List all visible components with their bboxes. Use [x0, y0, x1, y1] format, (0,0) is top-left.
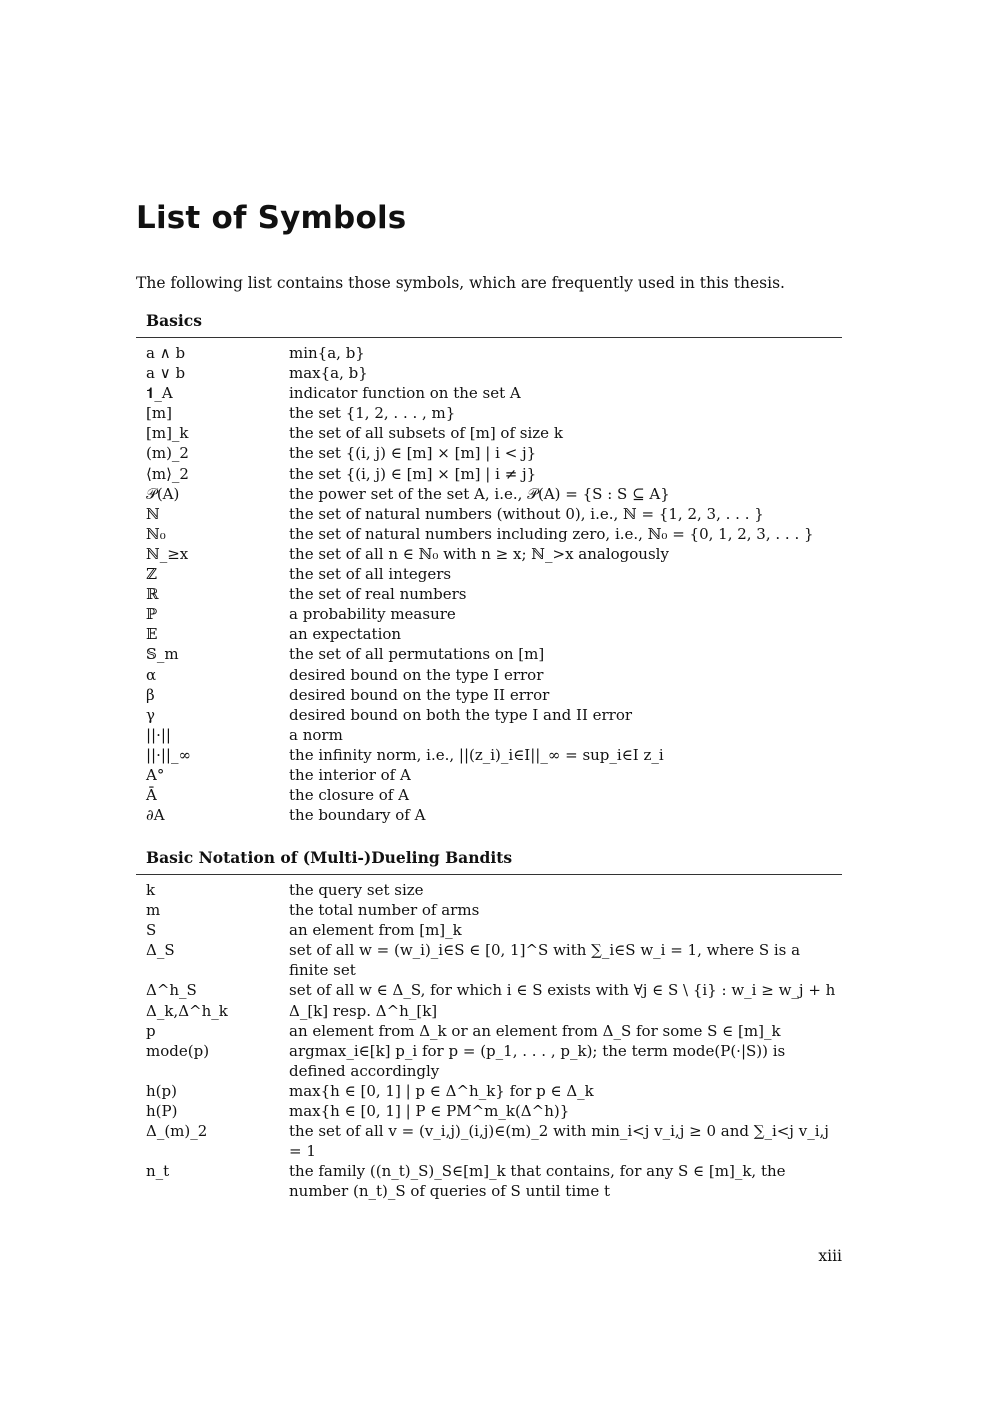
- symbol-row: [136, 524, 842, 544]
- symbol-row: [136, 1021, 842, 1041]
- symbol-row: [136, 1041, 842, 1081]
- symbol-row: [136, 1081, 842, 1101]
- symbol: h(P): [146, 1102, 178, 1121]
- symbol-meaning: Δ_[k] resp. Δ^h_[k]: [289, 1001, 438, 1020]
- symbol-meaning: an expectation: [289, 625, 402, 644]
- symbol-row: [136, 1101, 842, 1121]
- page-number: xiii: [818, 1247, 842, 1265]
- symbol-row: [136, 1001, 842, 1021]
- symbol: S: [146, 921, 157, 940]
- symbol-meaning: the set of all subsets of [m] of size k: [289, 424, 563, 443]
- symbol-meaning: the set of all n ∈ ℕ₀ with n ≥ x; ℕ_>x analogously: [289, 544, 669, 563]
- symbol-meaning: the set of all integers: [289, 565, 452, 584]
- section-heading: Basics: [146, 311, 202, 330]
- symbol-meaning: the total number of arms: [289, 901, 480, 920]
- symbol-row: [136, 940, 842, 980]
- symbol-row: [136, 665, 842, 685]
- symbol-meaning: an element from [m]_k: [289, 921, 462, 940]
- symbol-row: [136, 725, 842, 745]
- symbol-meaning: the interior of A: [289, 765, 411, 784]
- symbol-meaning: the infinity norm, i.e., ||(z_i)_i∈I||_∞ = sup_i∈I z_i: [289, 745, 664, 764]
- symbol-row: [136, 980, 842, 1000]
- section-heading: Basic Notation of (Multi-)Dueling Bandits: [146, 848, 513, 867]
- symbol-row: [136, 705, 842, 725]
- symbol-row: [136, 880, 842, 900]
- symbol-row: [136, 624, 842, 644]
- symbol: n_t: [146, 1162, 170, 1181]
- symbol-meaning: an element from Δ_k or an element from Δ_S for some S ∈ [m]_k: [289, 1021, 781, 1040]
- symbol-meaning: a probability measure: [289, 605, 456, 624]
- symbol-meaning: max{h ∈ [0, 1] | p ∈ Δ^h_k} for p ∈ Δ_k: [289, 1081, 594, 1100]
- symbol: β: [146, 685, 155, 704]
- symbol: a ∨ b: [146, 364, 186, 383]
- symbol-meaning: the set of natural numbers (without 0), i.e., ℕ = {1, 2, 3, . . . }: [289, 504, 764, 523]
- symbol-meaning: min{a, b}: [289, 344, 365, 362]
- symbol-meaning: desired bound on both the type I and II error: [289, 705, 633, 724]
- symbol-meaning: argmax_i∈[k] p_i for p = (p_1, . . . , p_k); the term mode(P(·|S)) is defined accordingly: [289, 1041, 786, 1080]
- symbol: ℝ: [146, 585, 159, 604]
- symbol-row: [136, 443, 842, 463]
- symbol: α: [146, 665, 157, 684]
- symbol-row: [136, 900, 842, 920]
- symbol-meaning: the family ((n_t)_S)_S∈[m]_k that contains, for any S ∈ [m]_k, the number (n_t)_S of queries of S until time t: [289, 1162, 786, 1201]
- symbol: ℕ: [146, 504, 160, 523]
- symbol: h(p): [146, 1081, 177, 1100]
- symbol-row: [136, 363, 842, 383]
- symbol-row: [136, 1121, 842, 1161]
- symbol: ℤ: [146, 565, 157, 584]
- section-dueling-bandits: [136, 848, 842, 1202]
- symbol: ||·||: [146, 725, 171, 744]
- symbol-row: [136, 484, 842, 504]
- symbol-meaning: the set of real numbers: [289, 585, 467, 604]
- section-rule: [136, 874, 842, 875]
- symbol: γ: [146, 705, 155, 724]
- symbol: [m]_k: [146, 424, 189, 443]
- symbol-list: [136, 880, 842, 1202]
- symbol: (m)_2: [146, 444, 189, 463]
- symbol: [m]: [146, 404, 172, 423]
- symbol-row: [136, 785, 842, 805]
- symbol-meaning: desired bound on the type II error: [289, 685, 550, 704]
- intro-paragraph: The following list contains those symbols, which are frequently used in this thesis.: [136, 274, 785, 292]
- symbol-meaning: the set of natural numbers including zero, i.e., ℕ₀ = {0, 1, 2, 3, . . . }: [289, 524, 814, 543]
- symbol-row: [136, 584, 842, 604]
- symbol-meaning: the set of all v = (v_i,j)_(i,j)∈(m)_2 with min_i<j v_i,j ≥ 0 and ∑_i<j v_i,j = 1: [289, 1122, 829, 1161]
- symbol-row: [136, 343, 842, 363]
- symbol-meaning: the set {(i, j) ∈ [m] × [m] | i < j}: [289, 444, 537, 463]
- symbol-meaning: the power set of the set A, i.e., 𝒫(A) = {S : S ⊆ A}: [289, 484, 670, 503]
- symbol: 𝔼: [146, 625, 158, 644]
- symbol: 𝟏_A: [146, 384, 173, 403]
- symbol: m: [146, 901, 161, 920]
- symbol-meaning: the boundary of A: [289, 806, 426, 825]
- symbol: Δ_S: [146, 941, 175, 960]
- symbol: mode(p): [146, 1041, 210, 1060]
- symbol-row: [136, 1161, 842, 1201]
- symbol-row: [136, 504, 842, 524]
- symbol-meaning: desired bound on the type I error: [289, 665, 544, 684]
- symbol-meaning: max{h ∈ [0, 1] | P ∈ PM^m_k(Δ^h)}: [289, 1102, 570, 1121]
- symbol: k: [146, 881, 156, 899]
- symbol-meaning: the closure of A: [289, 786, 409, 805]
- symbol: 𝕊_m: [146, 645, 179, 664]
- symbol-row: [136, 383, 842, 403]
- symbol-meaning: max{a, b}: [289, 364, 368, 383]
- symbol: a ∧ b: [146, 344, 186, 362]
- symbol-row: [136, 423, 842, 443]
- symbol-row: [136, 920, 842, 940]
- symbol-row: [136, 604, 842, 624]
- symbol: ℙ: [146, 605, 158, 624]
- symbol: p: [146, 1021, 156, 1040]
- section-basics: [136, 311, 842, 825]
- symbol: ⟨m⟩_2: [146, 464, 189, 483]
- symbol: Ā: [146, 786, 157, 805]
- symbol-meaning: set of all w = (w_i)_i∈S ∈ [0, 1]^S with ∑_i∈S w_i = 1, where S is a finite set: [289, 941, 801, 980]
- symbol-meaning: the set of all permutations on [m]: [289, 645, 545, 664]
- symbol-row: [136, 765, 842, 785]
- symbol: Δ^h_S: [146, 981, 197, 1000]
- symbol: ||·||_∞: [146, 745, 191, 764]
- symbol-row: [136, 805, 842, 825]
- symbol-row: [136, 644, 842, 664]
- symbol-meaning: indicator function on the set A: [289, 384, 521, 403]
- symbol-meaning: the set {(i, j) ∈ [m] × [m] | i ≠ j}: [289, 464, 537, 483]
- symbol-meaning: set of all w ∈ Δ_S, for which i ∈ S exists with ∀j ∈ S \ {i} : w_i ≥ w_j + h: [289, 981, 836, 1000]
- page-title: List of Symbols: [136, 200, 407, 236]
- symbol: 𝒫(A): [146, 484, 180, 503]
- symbol-row: [136, 544, 842, 564]
- symbol-row: [136, 745, 842, 765]
- symbol-row: [136, 464, 842, 484]
- symbol: A°: [146, 765, 165, 784]
- symbol-row: [136, 403, 842, 423]
- symbol: ℕ_≥x: [146, 544, 189, 563]
- symbol: ∂A: [146, 806, 165, 825]
- symbol: Δ_(m)_2: [146, 1122, 208, 1141]
- symbol-row: [136, 685, 842, 705]
- symbol-meaning: the set {1, 2, . . . , m}: [289, 404, 456, 423]
- symbol-list: [136, 343, 842, 825]
- symbol-meaning: a norm: [289, 725, 343, 744]
- section-rule: [136, 337, 842, 338]
- symbol: Δ_k,Δ^h_k: [146, 1001, 228, 1020]
- symbol: ℕ₀: [146, 524, 166, 543]
- symbol-row: [136, 564, 842, 584]
- symbol-meaning: the query set size: [289, 881, 424, 899]
